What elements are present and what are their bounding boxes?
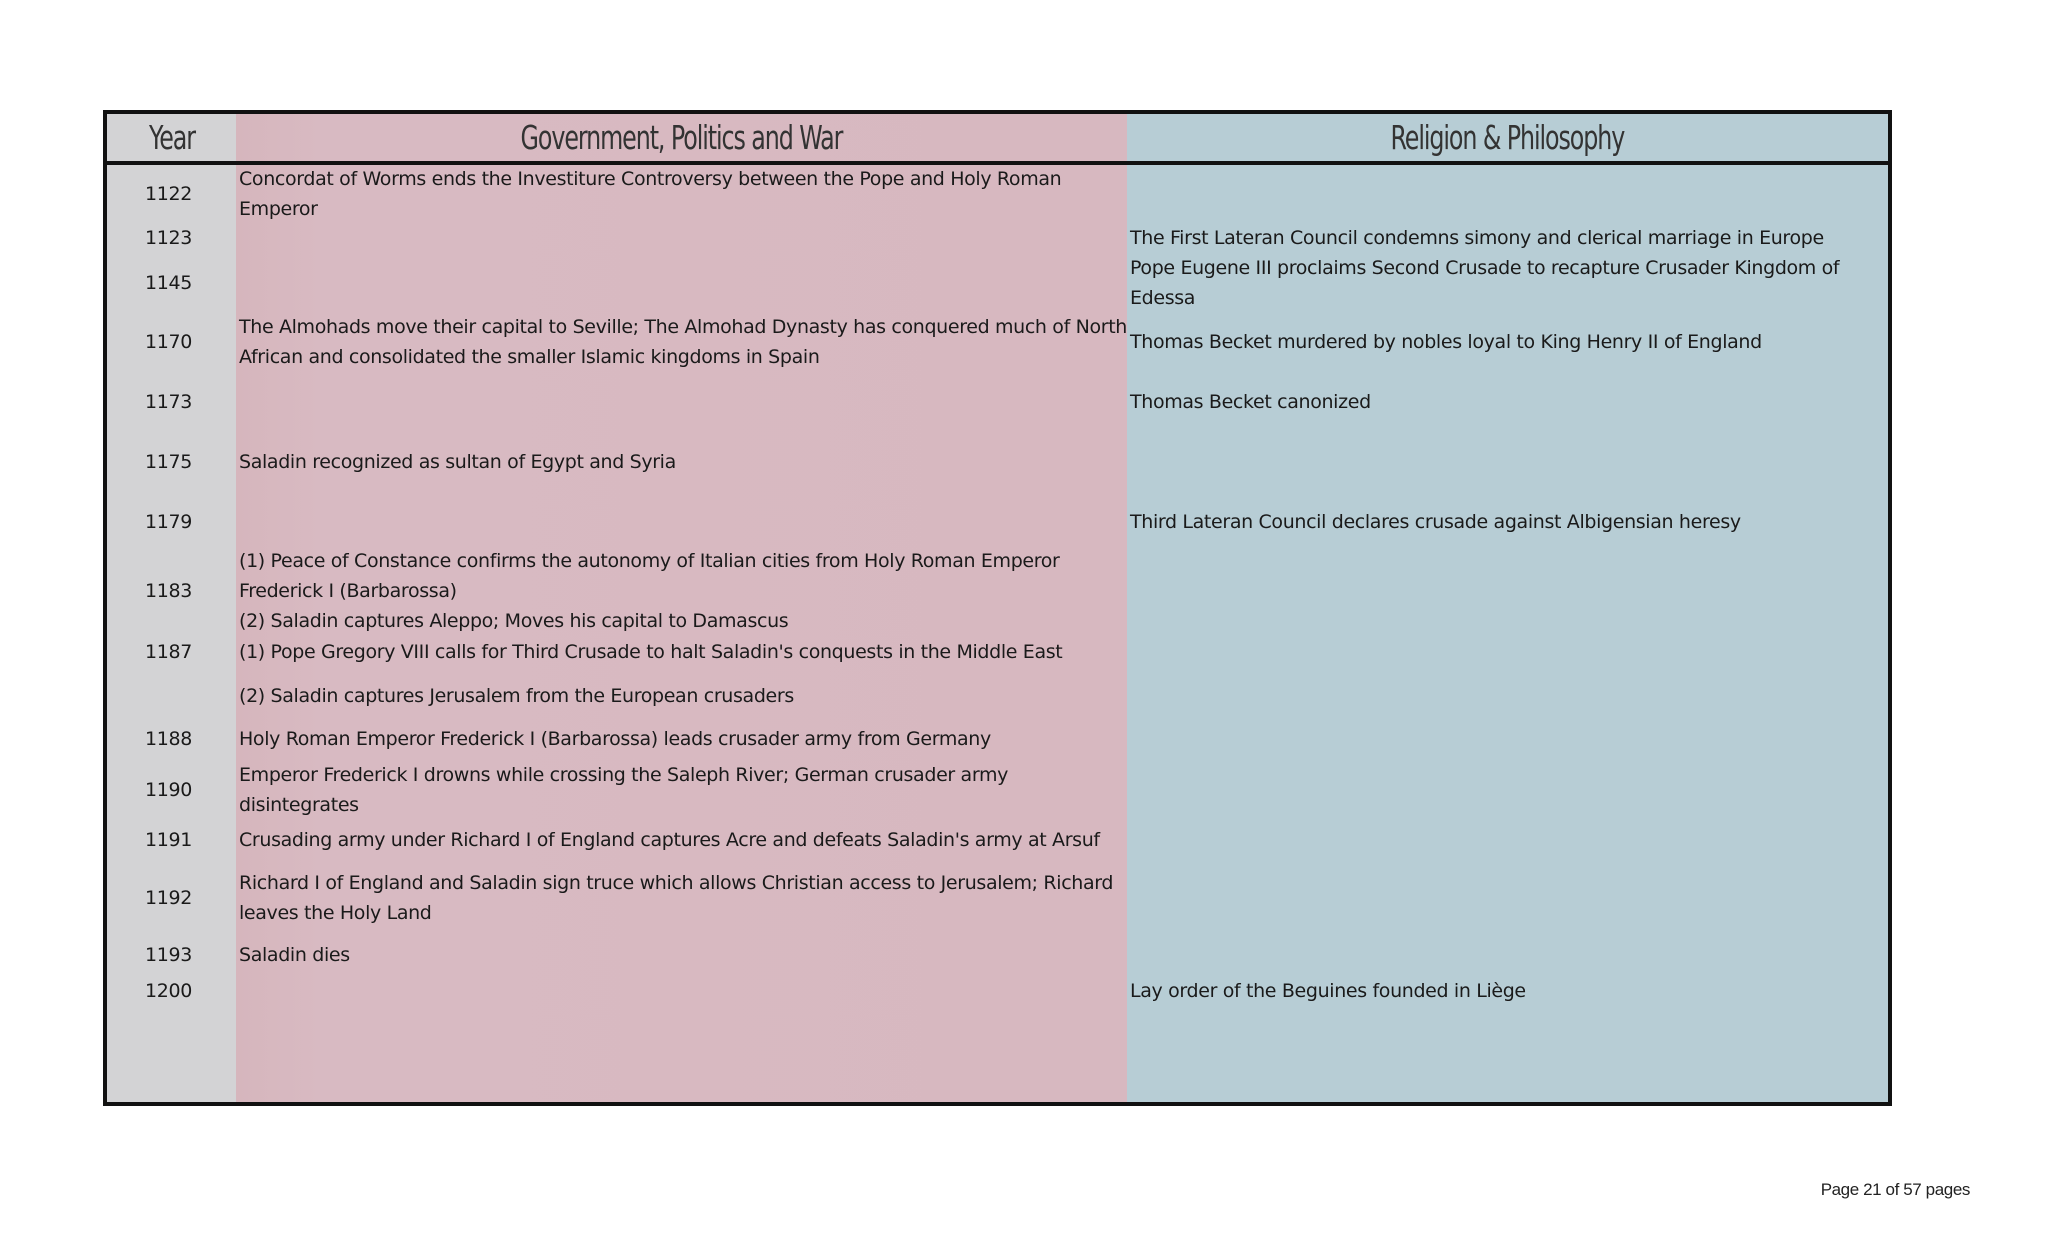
religion-cell <box>1130 860 1890 936</box>
year-cell-text: 1193 <box>145 944 192 966</box>
year-cell-text: 1188 <box>145 727 192 750</box>
header-religion <box>1127 114 1888 161</box>
year-cell-text: 1122 <box>145 182 192 205</box>
government-cell <box>239 760 1129 820</box>
year-cell <box>107 312 236 372</box>
header-government <box>236 114 1127 161</box>
table-row <box>107 432 1888 492</box>
government-cell-text: Holy Roman Emperor Frederick I (Barbarossa) leads crusader army from Germany <box>239 727 991 750</box>
year-cell-text: 1187 <box>145 641 192 663</box>
table-row <box>107 760 1888 820</box>
year-cell-text: 1190 <box>145 779 192 801</box>
government-cell <box>239 222 1129 253</box>
year-cell <box>107 492 236 551</box>
government-cell <box>239 253 1129 312</box>
table-row <box>107 222 1888 253</box>
year-cell <box>107 165 236 222</box>
government-cell-text: (2) Saladin captures Jerusalem from the European crusaders <box>239 684 794 707</box>
table-row <box>107 974 1888 1008</box>
year-cell <box>107 717 236 760</box>
year-cell-text: 1175 <box>145 451 192 473</box>
government-cell-text: Saladin recognized as sultan of Egypt and Syria <box>239 451 676 473</box>
government-cell <box>239 717 1129 760</box>
table-row <box>107 372 1888 432</box>
government-cell-text: Richard I of England and Saladin sign truce which allows Christian access to Jerusalem; Richard leaves the Holy Land <box>239 872 1114 924</box>
year-cell <box>107 432 236 492</box>
header-year <box>107 114 236 161</box>
religion-cell <box>1130 312 1890 372</box>
year-cell <box>107 372 236 432</box>
year-cell <box>107 551 236 630</box>
table-row <box>107 165 1888 222</box>
year-cell <box>107 974 236 1008</box>
government-cell-text: Crusading army under Richard I of England captures Acre and defeats Saladin's army at Arsuf <box>239 829 1100 851</box>
government-cell <box>239 936 1129 974</box>
government-cell-text: (1) Peace of Constance confirms the autonomy of Italian cities from Holy Roman Emperor Frederick I (Barbarossa) (2) Saladin captures Aleppo; Moves his capital to Damascus <box>239 549 1060 632</box>
year-cell-text: 1192 <box>145 887 192 909</box>
religion-cell <box>1130 630 1890 674</box>
religion-cell <box>1130 372 1890 432</box>
government-cell <box>239 674 1129 717</box>
religion-cell <box>1130 760 1890 820</box>
government-cell <box>239 165 1129 222</box>
year-cell-text: 1173 <box>145 391 192 413</box>
religion-cell-text: The First Lateran Council condemns simony and clerical marriage in Europe <box>1130 226 1824 249</box>
year-cell <box>107 820 236 860</box>
government-cell <box>239 492 1129 551</box>
year-cell <box>107 936 236 974</box>
year-cell <box>107 860 236 936</box>
page-number: Page 21 of 57 pages <box>1820 1180 1970 1199</box>
year-cell <box>107 222 236 253</box>
religion-cell-text: Lay order of the Beguines founded in Liège <box>1130 980 1526 1002</box>
religion-cell <box>1130 492 1890 551</box>
year-cell-text: 1200 <box>145 980 192 1002</box>
year-cell-text: 1145 <box>145 271 192 294</box>
year-cell <box>107 630 236 674</box>
government-cell <box>239 820 1129 860</box>
religion-cell-text: Thomas Becket canonized <box>1130 391 1371 413</box>
table-header <box>107 114 1888 165</box>
table-row <box>107 674 1888 717</box>
religion-cell <box>1130 551 1890 630</box>
header-religion-label: Religion & Philosophy <box>1390 118 1625 157</box>
religion-cell <box>1130 820 1890 860</box>
government-cell-text: Concordat of Worms ends the Investiture Controversy between the Pope and Holy Roman Emperor <box>239 167 1062 220</box>
table-row <box>107 936 1888 974</box>
religion-cell <box>1130 936 1890 974</box>
year-cell-text: 1183 <box>145 579 192 602</box>
year-cell-text: 1123 <box>145 226 192 249</box>
religion-cell <box>1130 432 1890 492</box>
table-row <box>107 492 1888 551</box>
government-cell <box>239 312 1129 372</box>
table-row <box>107 717 1888 760</box>
religion-cell <box>1130 974 1890 1008</box>
table-row <box>107 860 1888 936</box>
religion-cell <box>1130 717 1890 760</box>
religion-cell <box>1130 222 1890 253</box>
header-government-label: Government, Politics and War <box>520 118 843 157</box>
government-cell-text: Saladin dies <box>239 944 350 966</box>
government-cell <box>239 860 1129 936</box>
government-cell <box>239 551 1129 630</box>
government-cell <box>239 432 1129 492</box>
government-cell-text: Emperor Frederick I drowns while crossing the Saleph River; German crusader army disintegrates <box>239 764 1009 816</box>
government-cell-text: The Almohads move their capital to Seville; The Almohad Dynasty has conquered much of North African and consolidated the smaller Islamic kingdoms in Spain <box>239 316 1127 368</box>
table-row <box>107 253 1888 312</box>
year-cell-text: 1191 <box>145 829 192 851</box>
religion-cell-text: Third Lateran Council declares crusade against Albigensian heresy <box>1130 510 1741 533</box>
year-cell <box>107 253 236 312</box>
timeline-table <box>103 110 1892 1106</box>
government-cell <box>239 974 1129 1008</box>
religion-cell-text: Thomas Becket murdered by nobles loyal to King Henry II of England <box>1130 331 1762 353</box>
year-cell <box>107 760 236 820</box>
table-row <box>107 551 1888 630</box>
table-row <box>107 630 1888 674</box>
religion-cell <box>1130 165 1890 222</box>
year-cell-text: 1179 <box>145 510 192 533</box>
government-cell-text: (1) Pope Gregory VIII calls for Third Crusade to halt Saladin's conquests in the Middle East <box>239 641 1063 663</box>
government-cell <box>239 372 1129 432</box>
header-year-label: Year <box>148 118 195 157</box>
government-cell <box>239 630 1129 674</box>
religion-cell <box>1130 674 1890 717</box>
year-cell-text: 1170 <box>145 331 192 353</box>
table-row <box>107 820 1888 860</box>
year-cell <box>107 674 236 717</box>
religion-cell <box>1130 253 1890 312</box>
table-row <box>107 312 1888 372</box>
religion-cell-text: Pope Eugene III proclaims Second Crusade to recapture Crusader Kingdom of Edessa <box>1130 256 1840 309</box>
